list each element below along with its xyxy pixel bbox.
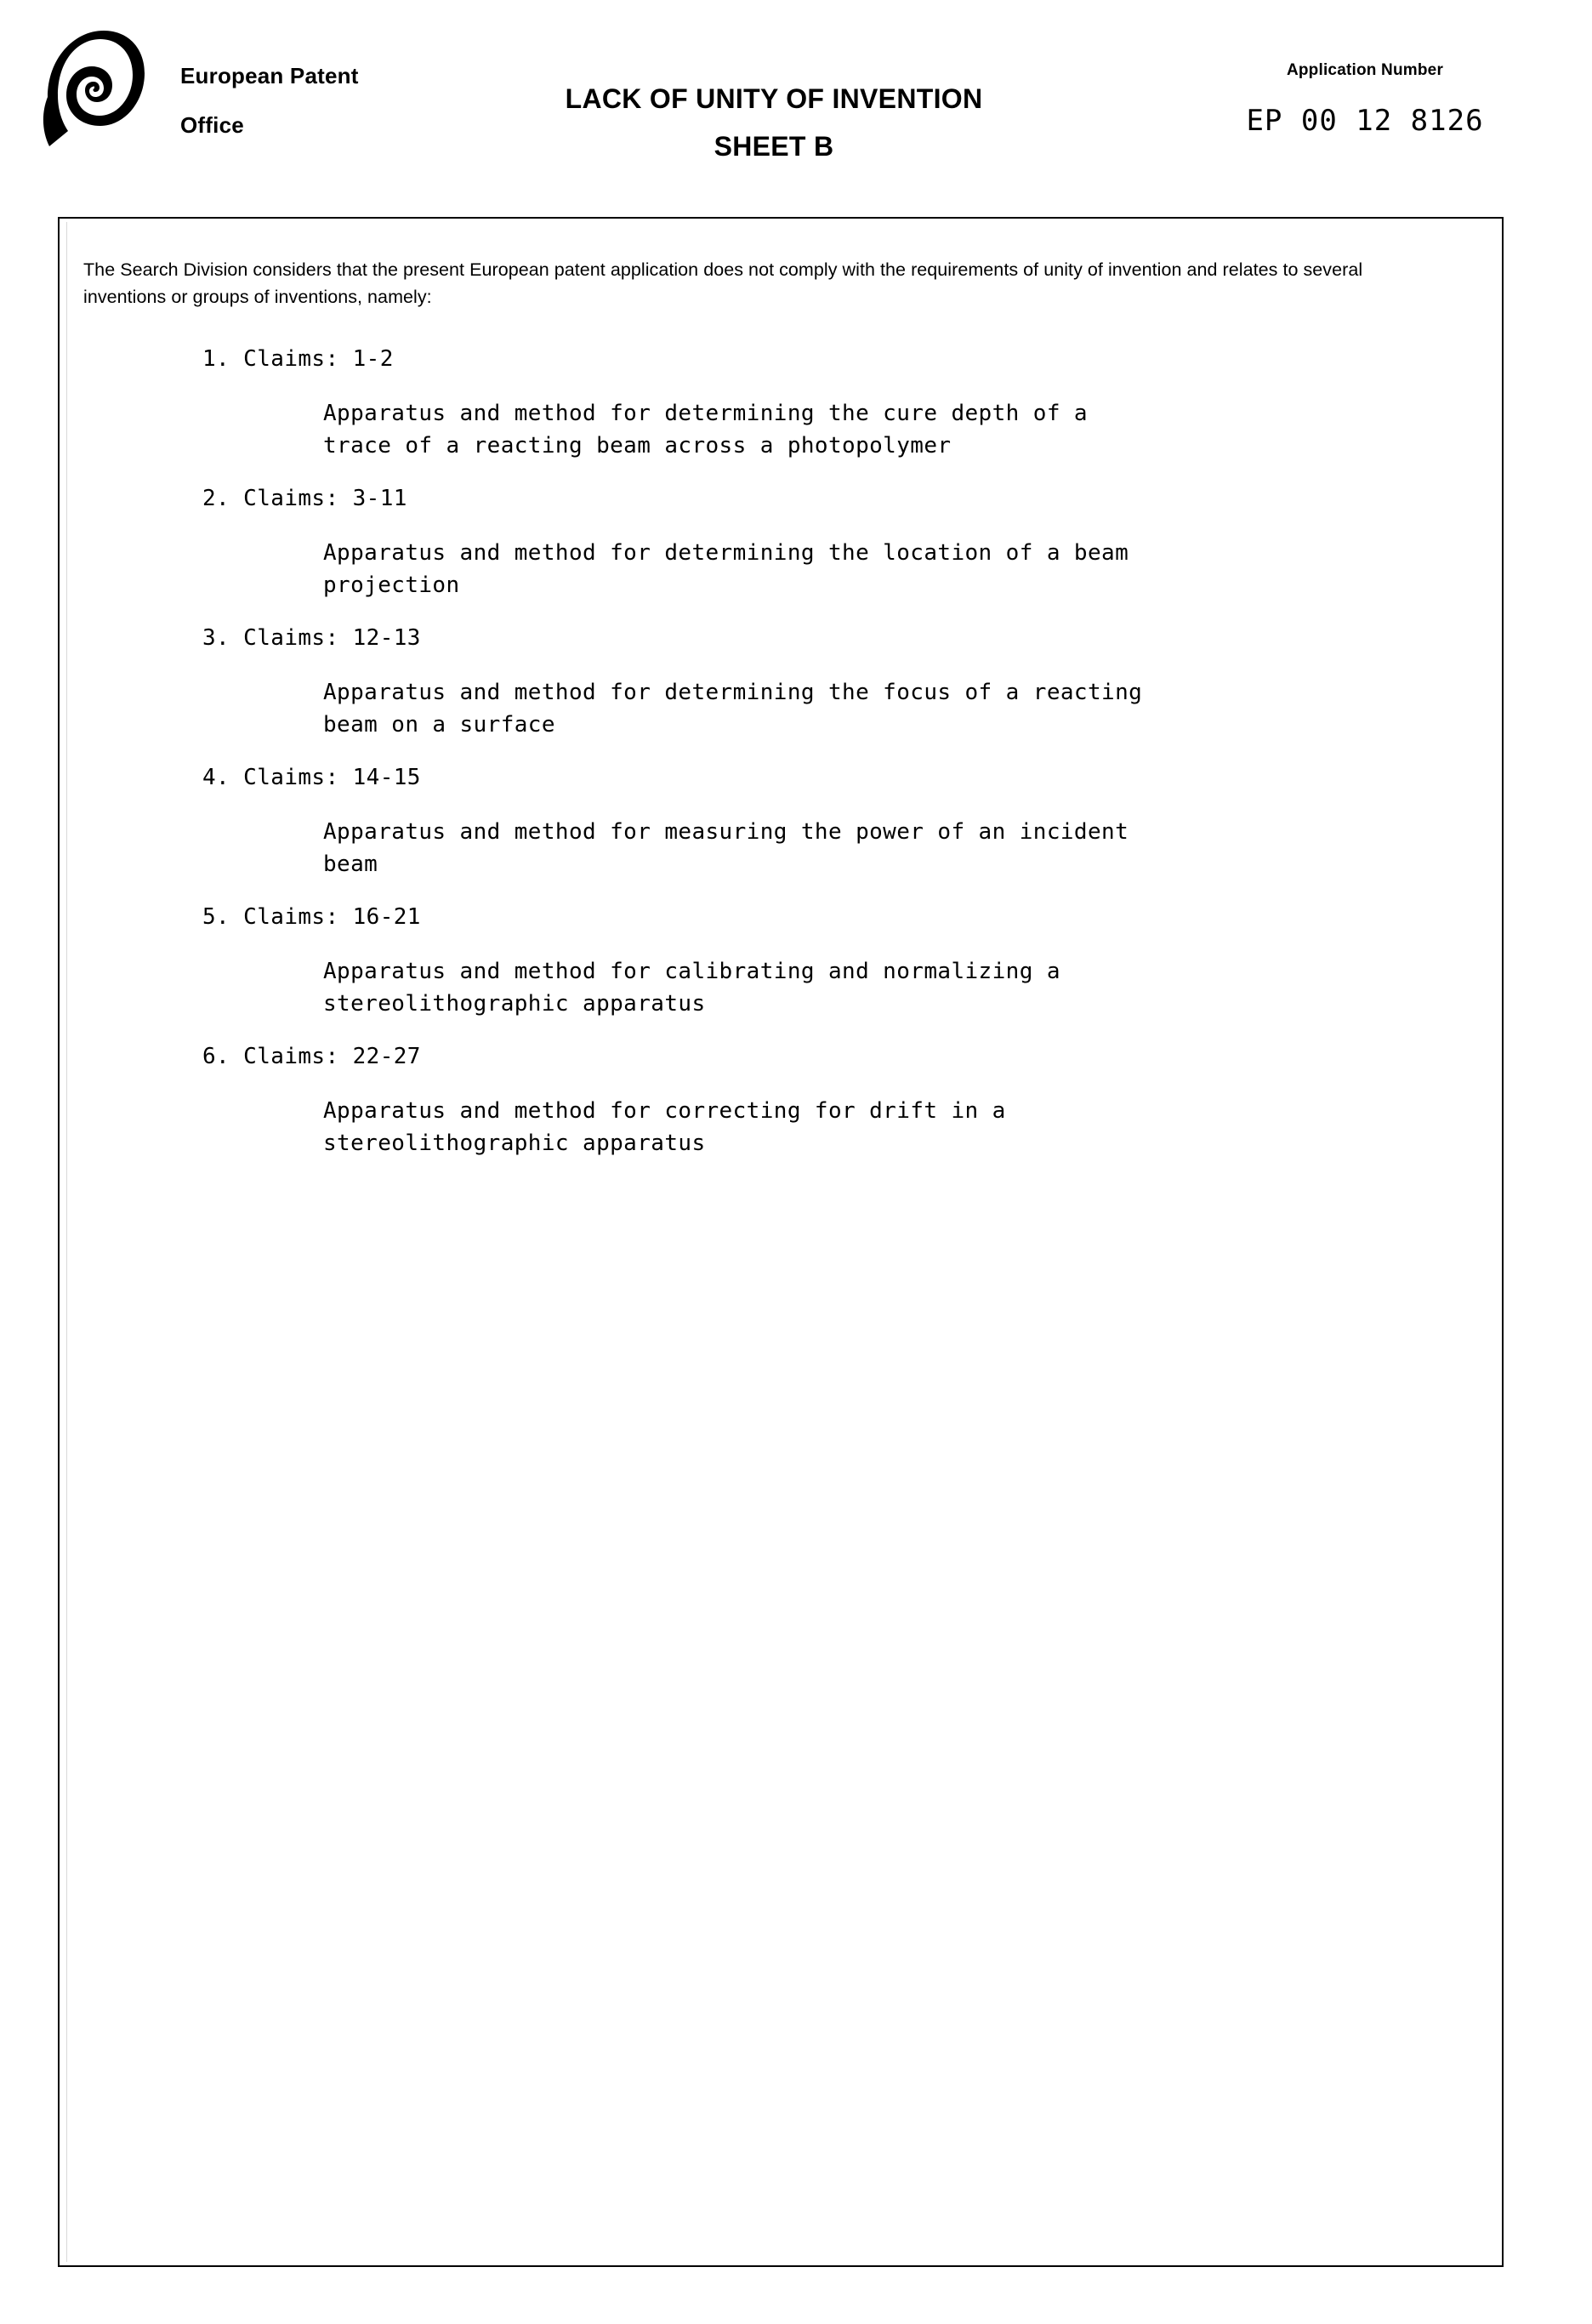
invention-group (60, 346, 1502, 462)
intro-paragraph: The Search Division considers that the present European patent application does not comply with the requirements of unity of invention and relates to several inventions or groups of inventions, namely: (83, 259, 1363, 307)
invention-description: Apparatus and method for determining the location of a beam projection (323, 540, 1129, 598)
application-number-label: Application Number (1286, 61, 1444, 79)
page-title-line1: LACK OF UNITY OF INVENTION (565, 83, 983, 114)
claims-line: 4. Claims: 14-15 (202, 765, 421, 790)
claims-line: 1. Claims: 1-2 (202, 346, 394, 372)
page-title-line2: SHEET B (714, 131, 834, 162)
claims-line: 2. Claims: 3-11 (202, 486, 407, 511)
invention-group (60, 486, 1502, 601)
epo-spiral-logo-icon (41, 24, 160, 151)
claims-line: 5. Claims: 16-21 (202, 904, 421, 930)
office-name (180, 51, 461, 150)
invention-description: Apparatus and method for calibrating and normalizing a stereolithographic apparatus (323, 959, 1060, 1017)
office-name-line2: Office (180, 112, 244, 138)
content-frame (58, 217, 1504, 2267)
invention-description: Apparatus and method for determining the cure depth of a trace of a reacting beam across a photopolymer (323, 401, 1088, 459)
office-name-line1: European Patent (180, 63, 359, 88)
invention-group (60, 1044, 1502, 1159)
document-header (0, 0, 1592, 185)
invention-description: Apparatus and method for correcting for drift in a stereolithographic apparatus (323, 1098, 1006, 1156)
invention-description: Apparatus and method for measuring the power of an incident beam (323, 819, 1129, 877)
invention-group (60, 904, 1502, 1020)
invention-group (60, 625, 1502, 741)
invention-group (60, 765, 1502, 880)
claims-line: 3. Claims: 12-13 (202, 625, 421, 651)
application-number-value: EP 00 12 8126 (1246, 104, 1484, 138)
invention-list (60, 346, 1502, 1183)
application-number-block (1174, 61, 1556, 138)
invention-description: Apparatus and method for determining the focus of a reacting beam on a surface (323, 680, 1143, 738)
claims-line: 6. Claims: 22-27 (202, 1044, 421, 1069)
page-title (442, 75, 1106, 170)
